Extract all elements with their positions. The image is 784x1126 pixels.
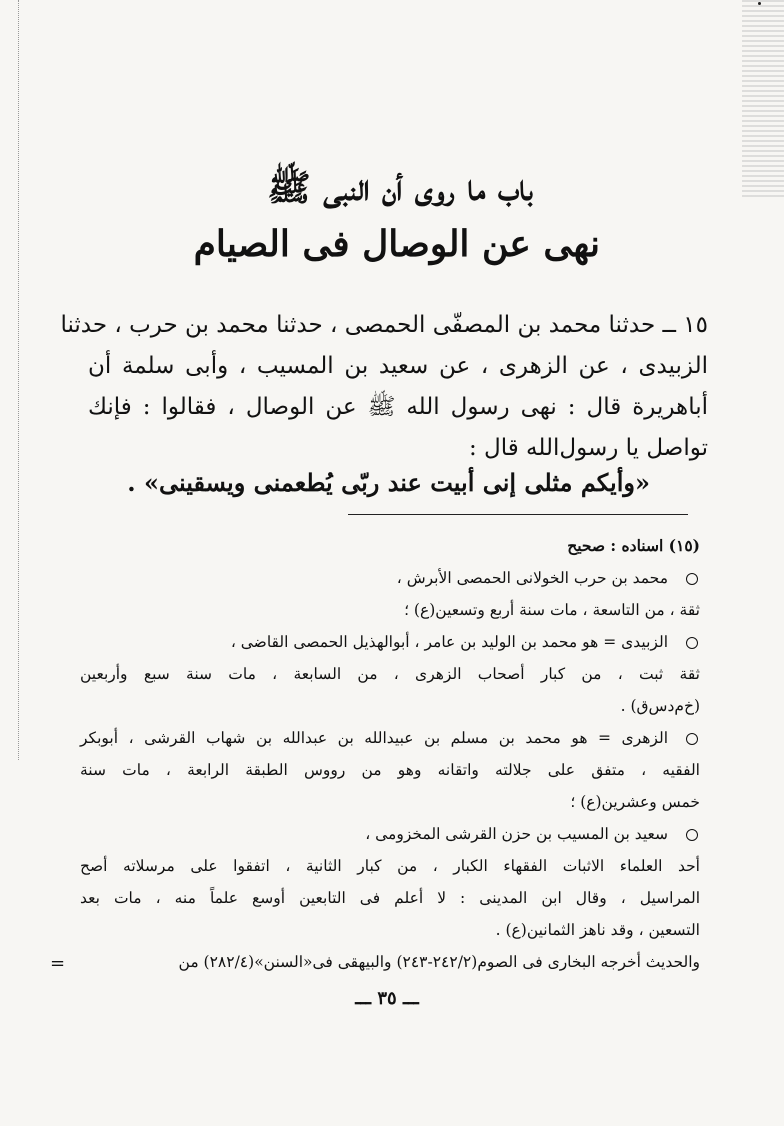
circle-bullet-icon [686,733,698,745]
note-line: التسعين ، وقد ناهز الثمانين(ع) . [495,921,700,939]
note-line: الزهرى = هو محمد بن مسلم بن عبيدالله بن عبدالله بن شهاب القرشى ، أبوبكر [80,729,668,747]
narrator-note [80,722,700,754]
chapter-title [193,160,600,272]
scan-speck [758,2,761,5]
narrator-note [80,626,700,658]
note-line: خمس وعشرين(ع) ؛ [570,793,700,811]
circle-bullet-icon [686,637,698,649]
note-line: أحد العلماء الاثبات الفقهاء الكبار ، من كبار الثانية ، اتفقوا على مرسلاته أصح [80,857,700,875]
narrator-note [80,818,700,850]
note-line: الزبيدى = هو محمد بن الوليد بن عامر ، أبوالهذيل الحمصى القاضى ، [230,633,668,651]
note-line: (خ‌م‌دس‌ق) . [620,697,700,715]
narrator-note [80,562,700,594]
circle-bullet-icon [686,829,698,841]
footnote-heading: (١٥) اسناده : صحيح [567,536,700,555]
hadith-line-3: أباهريرة قال : نهى رسول الله ﷺ عن الوصال ، فقالوا : فإنك [88,394,708,420]
note-line: ثقة ، من التاسعة ، مات سنة أربع وتسعين(ع) ؛ [404,601,700,619]
note-line: سعيد بن المسيب بن حزن القرشى المخزومى ، [365,825,668,843]
page-number: ـــ ٣٥ ـــ [355,988,419,1009]
hadith-text [60,305,708,469]
prophetic-quote: «وأيكم مثلى إنى أبيت عند ربّى يُطعمنى ويسقينى» . [127,468,650,497]
circle-bullet-icon [686,573,698,585]
footnote-continuation [50,953,700,974]
chapter-title-line-1: باب ما روى أن النبى ﷺ [267,167,533,209]
hadith-line-1: ١٥ ــ حدثنا محمد بن المصفّى الحمصى ، حدثنا محمد بن حرب ، حدثنا [60,312,708,338]
footnotes [80,530,700,946]
continuation-text: والحديث أخرجه البخارى فى الصوم(٢٤٢/٢-٢٤٣) والبيهقى فى«السنن»(٢٨٢/٤) من [178,953,700,971]
hadith-line-4: تواصل يا رسول‌الله قال : [468,435,708,461]
continuation-mark: = [50,953,66,974]
scan-edge-noise [742,0,784,200]
hadith-line-2: الزبيدى ، عن الزهرى ، عن سعيد بن المسيب ، وأبى سلمة أن [88,353,708,379]
footnote-separator [348,514,688,515]
note-line: المراسيل ، وقال ابن المدينى : لا أعلم فى التابعين أوسع علماً منه ، مات بعد [80,889,700,907]
chapter-title-line-2: نهى عن الوصال فى الصيام [193,223,600,265]
note-line: ثقة ثبت ، من كبار أصحاب الزهرى ، من السابعة ، مات سنة سبع وأربعين [80,665,700,683]
note-line: محمد بن حرب الخولانى الحمصى الأبرش ، [396,569,668,587]
note-line: الفقيه ، متفق على جلالته واتقانه وهو من رووس الطبقة الرابعة ، مات سنة [80,761,700,779]
scan-margin-line [18,0,20,760]
